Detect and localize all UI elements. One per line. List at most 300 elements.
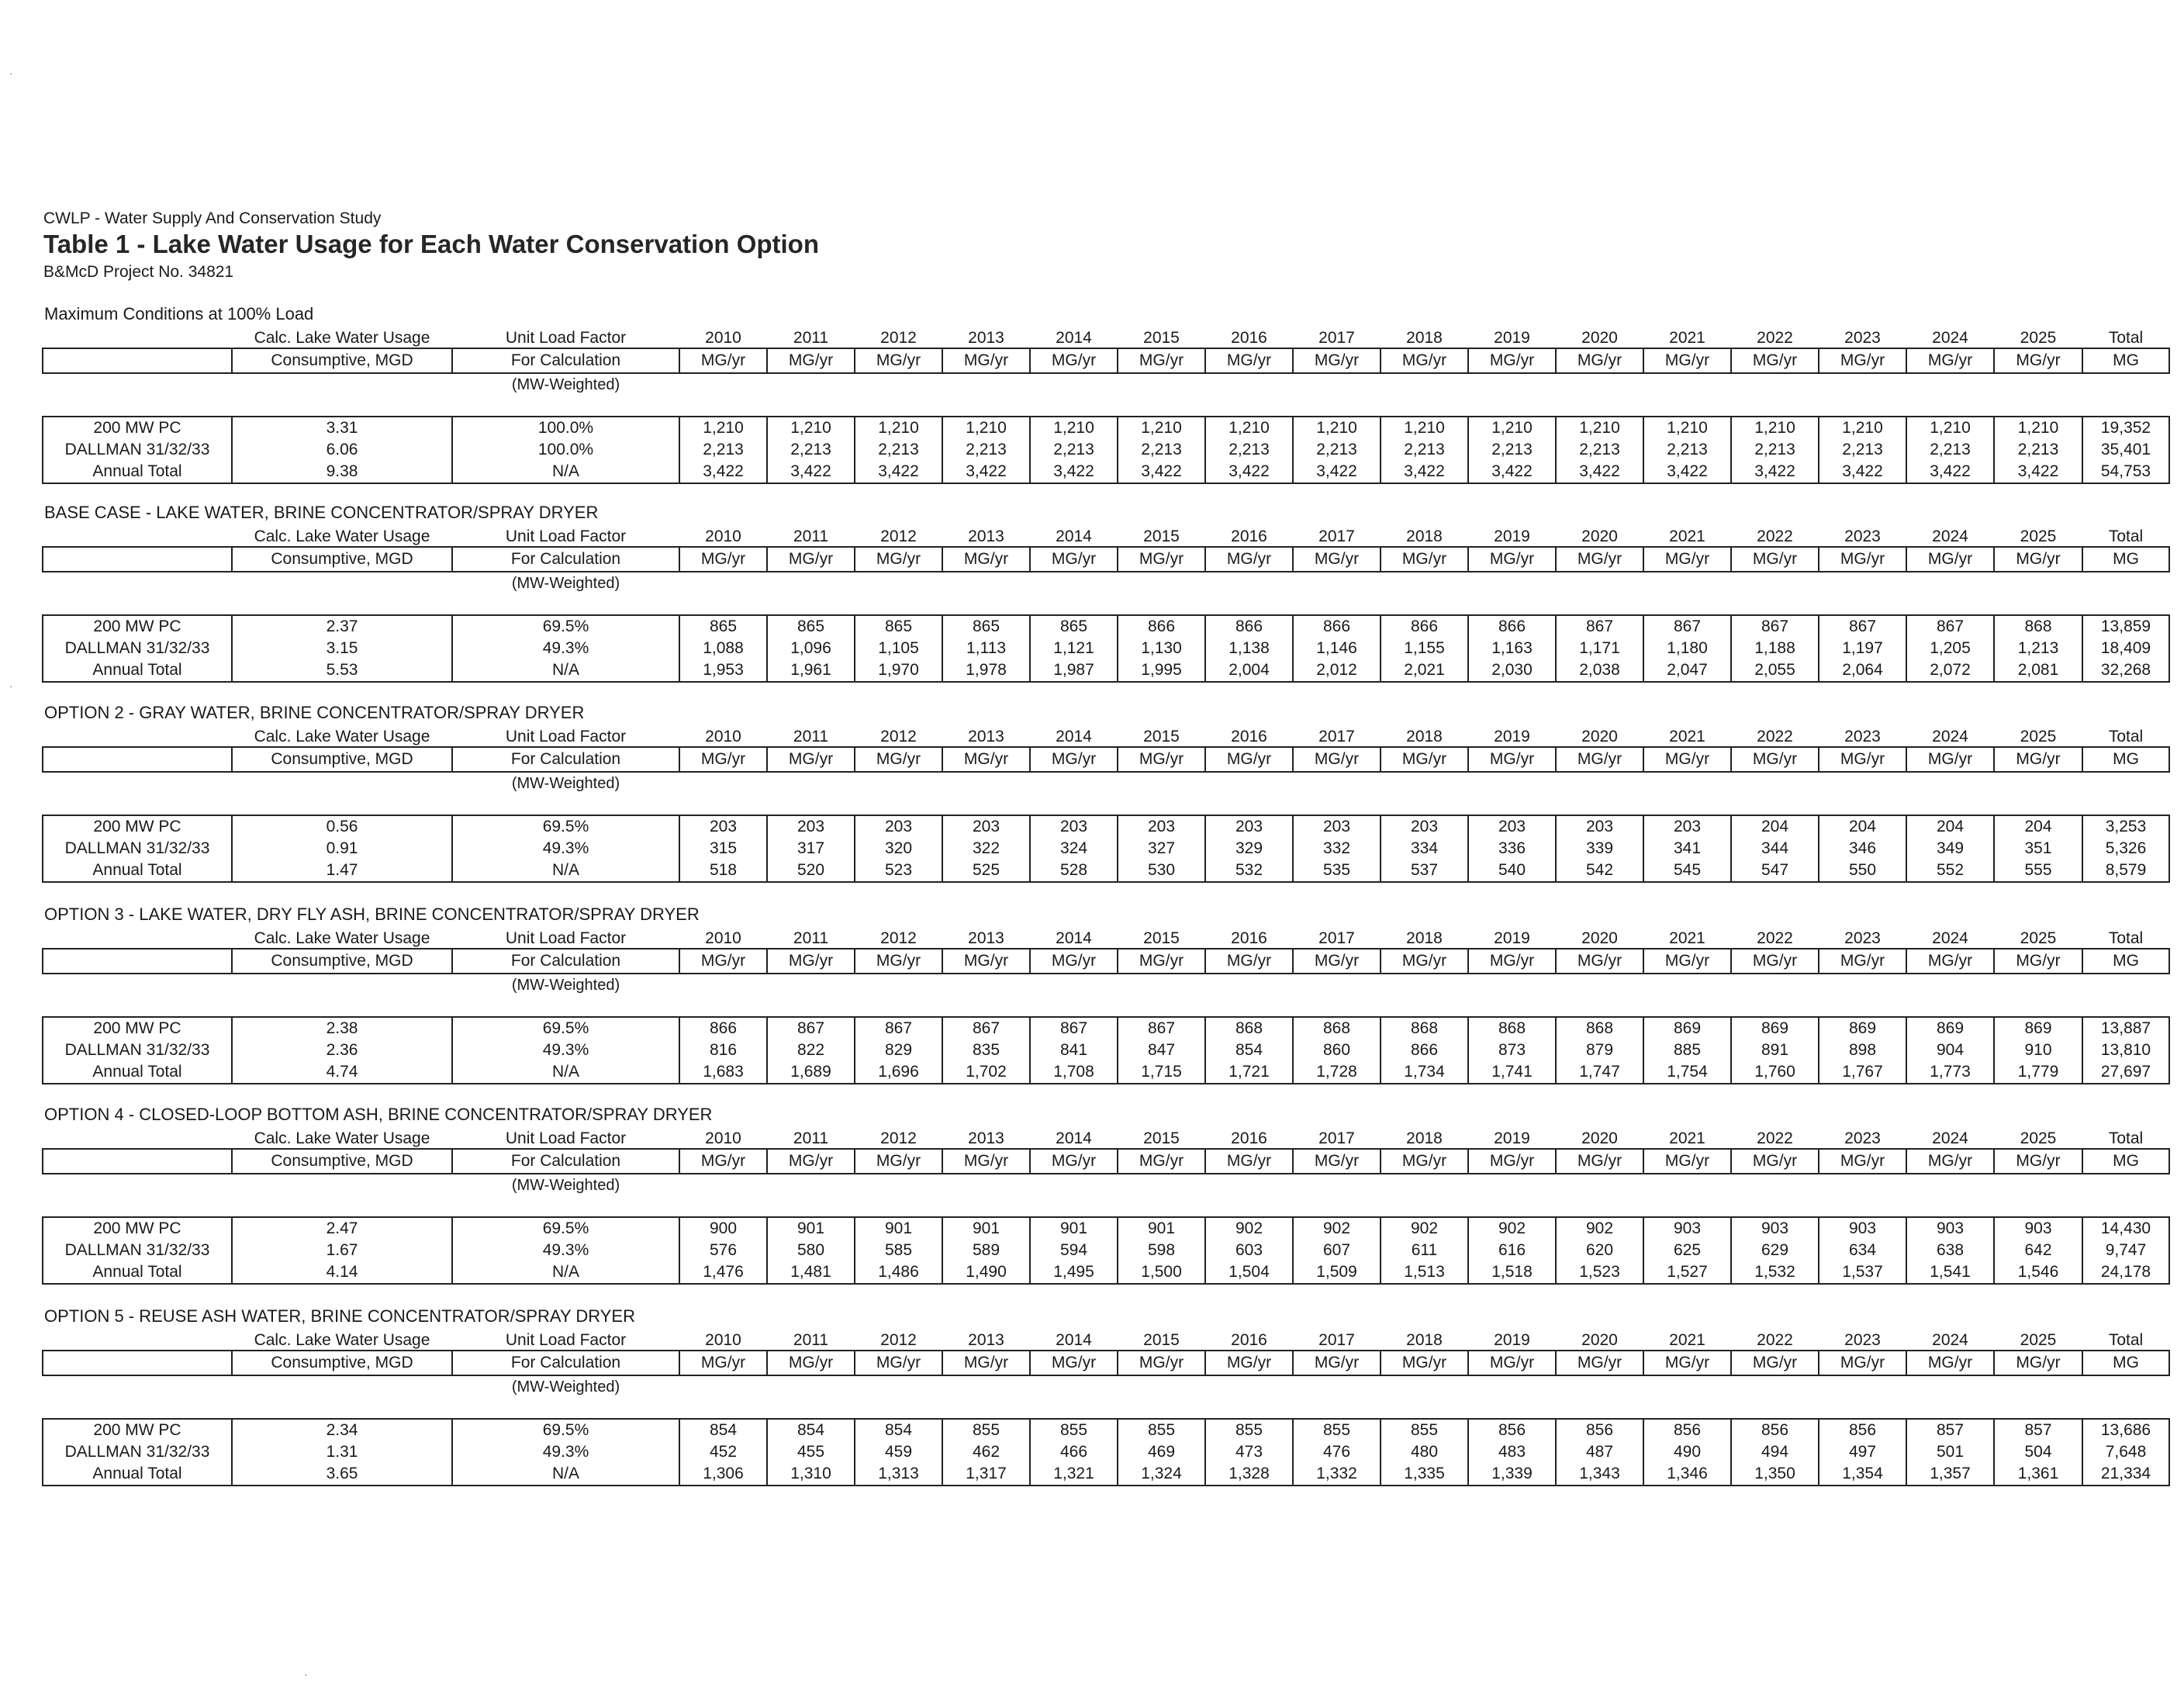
year-value-cell: 3,422	[1994, 461, 2082, 483]
header-blank	[43, 925, 232, 949]
year-unit-header: MG/yr	[1643, 547, 1731, 572]
total-cell: 24,178	[2082, 1261, 2169, 1284]
year-header: 2025	[2020, 1129, 2057, 1147]
year-header: 2012	[880, 329, 917, 347]
year-header: 2015	[1143, 728, 1180, 745]
year-value-cell: 552	[1906, 860, 1994, 882]
year-unit-header: MG/yr	[942, 547, 1030, 572]
year-unit-header: MG/yr	[1381, 949, 1468, 974]
year-value-cell: 3,422	[1731, 461, 1819, 483]
year-value-cell: 1,210	[1118, 417, 1205, 439]
total-header: Total	[2108, 329, 2144, 347]
year-value-cell: 866	[679, 1017, 767, 1039]
total-cell: 18,409	[2082, 638, 2169, 659]
year-value-cell: 625	[1643, 1240, 1731, 1261]
year-value-cell: 854	[1205, 1039, 1293, 1061]
table-section	[42, 703, 2179, 903]
year-unit-header: MG/yr	[1731, 1149, 1819, 1174]
year-value-cell: 1,210	[1906, 417, 1994, 439]
year-value-cell: 868	[1556, 1017, 1643, 1039]
year-value-cell: 3,422	[1205, 461, 1293, 483]
year-value-cell: 2,213	[1731, 439, 1819, 461]
header-blank	[232, 974, 452, 996]
year-value-cell: 320	[855, 838, 942, 860]
year-value-cell: 866	[1381, 1039, 1468, 1061]
year-header: 2024	[1932, 528, 1968, 545]
factor-cell: 49.3%	[452, 638, 679, 659]
header-blank	[43, 1351, 232, 1375]
usage-cell: 3.31	[232, 417, 452, 439]
header-blank	[679, 373, 2169, 396]
year-unit-header: MG/yr	[942, 747, 1030, 772]
year-value-cell: 1,357	[1906, 1463, 1994, 1486]
year-header: 2011	[793, 1129, 829, 1147]
year-value-cell: 576	[679, 1240, 767, 1261]
year-unit-header: MG/yr	[1381, 1351, 1468, 1375]
year-value-cell: 2,004	[1205, 659, 1293, 682]
year-value-cell: 856	[1468, 1419, 1556, 1441]
year-value-cell: 490	[1643, 1441, 1731, 1463]
year-header: 2020	[1581, 728, 1618, 745]
year-value-cell: 1,210	[1293, 417, 1381, 439]
year-value-cell: 867	[1906, 615, 1994, 638]
year-value-cell: 1,188	[1731, 638, 1819, 659]
year-value-cell: 867	[1731, 615, 1819, 638]
year-header: 2025	[2020, 929, 2057, 947]
year-value-cell: 868	[1205, 1017, 1293, 1039]
year-value-cell: 898	[1819, 1039, 1906, 1061]
year-unit-header: MG/yr	[1819, 949, 1906, 974]
year-value-cell: 476	[1293, 1441, 1381, 1463]
total-header: Total	[2108, 528, 2144, 545]
year-value-cell: 1,210	[855, 417, 942, 439]
year-value-cell: 900	[679, 1217, 767, 1240]
year-unit-header: MG/yr	[855, 547, 942, 572]
total-cell: 5,326	[2082, 838, 2169, 860]
total-cell: 13,810	[2082, 1039, 2169, 1061]
year-header: 2011	[793, 929, 829, 947]
year-value-cell: 535	[1293, 860, 1381, 882]
usage-cell: 4.74	[232, 1061, 452, 1084]
year-header: 2021	[1669, 929, 1705, 947]
year-value-cell: 487	[1556, 1441, 1643, 1463]
year-unit-header: MG/yr	[1293, 1149, 1381, 1174]
year-header: 2024	[1932, 1331, 1968, 1349]
year-unit-header: MG/yr	[1118, 1149, 1205, 1174]
year-value-cell: 1,978	[942, 659, 1030, 682]
year-header: 2020	[1581, 1129, 1618, 1147]
year-value-cell: 2,213	[1381, 439, 1468, 461]
year-value-cell: 2,030	[1468, 659, 1556, 682]
year-value-cell: 204	[1906, 815, 1994, 838]
year-value-cell: 868	[1994, 615, 2082, 638]
year-value-cell: 1,476	[679, 1261, 767, 1284]
table-row	[43, 838, 2169, 860]
year-value-cell: 867	[1643, 615, 1731, 638]
year-unit-header: MG/yr	[679, 1149, 767, 1174]
year-unit-header: MG/yr	[1205, 1149, 1293, 1174]
year-value-cell: 1,339	[1468, 1463, 1556, 1486]
year-value-cell: 2,038	[1556, 659, 1643, 682]
table-row	[43, 439, 2169, 461]
year-value-cell: 1,350	[1731, 1463, 1819, 1486]
total-cell: 54,753	[2082, 461, 2169, 483]
year-header: 2019	[1494, 929, 1530, 947]
header-blank	[232, 772, 452, 794]
total-cell: 21,334	[2082, 1463, 2169, 1486]
year-value-cell: 855	[1381, 1419, 1468, 1441]
total-unit-header: MG	[2082, 1149, 2169, 1174]
year-value-cell: 1,953	[679, 659, 767, 682]
year-unit-header: MG/yr	[1731, 547, 1819, 572]
data-table	[42, 1016, 2170, 1084]
total-cell: 13,887	[2082, 1017, 2169, 1039]
document-title: Table 1 - Lake Water Usage for Each Water Conservation Option	[43, 230, 819, 258]
year-value-cell: 867	[767, 1017, 855, 1039]
year-value-cell: 3,422	[1030, 461, 1118, 483]
data-table	[42, 614, 2170, 683]
year-value-cell: 518	[679, 860, 767, 882]
year-unit-header: MG/yr	[679, 348, 767, 373]
year-header: 2019	[1494, 329, 1530, 347]
row-label: DALLMAN 31/32/33	[43, 1441, 232, 1463]
year-header: 2015	[1143, 528, 1180, 545]
year-unit-header: MG/yr	[1118, 747, 1205, 772]
section-title: Maximum Conditions at 100% Load	[44, 304, 314, 323]
year-value-cell: 866	[1381, 615, 1468, 638]
year-value-cell: 856	[1556, 1419, 1643, 1441]
row-label: Annual Total	[43, 1261, 232, 1284]
usage-cell: 2.38	[232, 1017, 452, 1039]
year-value-cell: 903	[1994, 1217, 2082, 1240]
year-header: 2019	[1494, 528, 1530, 545]
year-header: 2012	[880, 528, 917, 545]
year-value-cell: 868	[1468, 1017, 1556, 1039]
year-value-cell: 855	[1293, 1419, 1381, 1441]
year-header: 2016	[1231, 1331, 1267, 1349]
year-value-cell: 204	[1994, 815, 2082, 838]
year-unit-header: MG/yr	[1205, 1351, 1293, 1375]
year-value-cell: 2,055	[1731, 659, 1819, 682]
year-value-cell: 317	[767, 838, 855, 860]
table-row	[43, 860, 2169, 882]
year-value-cell: 869	[1731, 1017, 1819, 1039]
factor-weight-note: (MW-Weighted)	[511, 774, 620, 792]
year-value-cell: 351	[1994, 838, 2082, 860]
year-value-cell: 1,532	[1731, 1261, 1819, 1284]
year-value-cell: 1,760	[1731, 1061, 1819, 1084]
year-unit-header: MG/yr	[1731, 1351, 1819, 1375]
year-value-cell: 204	[1819, 815, 1906, 838]
total-unit-header: MG	[2082, 747, 2169, 772]
factor-weight-note: (MW-Weighted)	[511, 574, 620, 592]
year-header: 2013	[968, 929, 1004, 947]
factor-header: Unit Load Factor	[505, 329, 627, 347]
header-blank	[232, 373, 452, 396]
year-header: 2022	[1757, 1331, 1793, 1349]
year-header: 2022	[1757, 728, 1793, 745]
year-value-cell: 2,064	[1819, 659, 1906, 682]
table-row	[43, 1061, 2169, 1084]
year-value-cell: 329	[1205, 838, 1293, 860]
year-header: 2018	[1406, 929, 1443, 947]
row-label: 200 MW PC	[43, 815, 232, 838]
factor-cell: N/A	[452, 1463, 679, 1486]
table-row	[43, 1240, 2169, 1261]
year-header: 2019	[1494, 728, 1530, 745]
year-value-cell: 642	[1994, 1240, 2082, 1261]
year-header: 2016	[1231, 1129, 1267, 1147]
year-header: 2011	[793, 728, 829, 745]
year-value-cell: 901	[767, 1217, 855, 1240]
year-unit-header: MG/yr	[1556, 949, 1643, 974]
year-unit-header: MG/yr	[1643, 1149, 1731, 1174]
factor-cell: 69.5%	[452, 1217, 679, 1240]
year-value-cell: 603	[1205, 1240, 1293, 1261]
year-value-cell: 2,213	[855, 439, 942, 461]
year-value-cell: 334	[1381, 838, 1468, 860]
year-header: 2024	[1932, 929, 1968, 947]
column-header-table	[42, 1125, 2170, 1196]
year-header: 2017	[1318, 1331, 1355, 1349]
factor-cell: N/A	[452, 659, 679, 682]
year-header: 2010	[705, 1331, 741, 1349]
year-unit-header: MG/yr	[1556, 747, 1643, 772]
year-header: 2014	[1056, 528, 1092, 545]
year-value-cell: 1,210	[1556, 417, 1643, 439]
year-value-cell: 902	[1556, 1217, 1643, 1240]
factor-cell: 69.5%	[452, 615, 679, 638]
year-unit-header: MG/yr	[1731, 747, 1819, 772]
year-value-cell: 1,354	[1819, 1463, 1906, 1486]
year-value-cell: 203	[679, 815, 767, 838]
factor-cell: 100.0%	[452, 417, 679, 439]
year-value-cell: 1,324	[1118, 1463, 1205, 1486]
year-header: 2011	[793, 1331, 829, 1349]
year-value-cell: 520	[767, 860, 855, 882]
usage-cell: 1.67	[232, 1240, 452, 1261]
year-value-cell: 3,422	[1643, 461, 1731, 483]
year-header: 2014	[1056, 1129, 1092, 1147]
year-value-cell: 3,422	[1819, 461, 1906, 483]
year-value-cell: 1,113	[942, 638, 1030, 659]
year-value-cell: 1,490	[942, 1261, 1030, 1284]
factor-cell: 49.3%	[452, 1039, 679, 1061]
year-header: 2017	[1318, 1129, 1355, 1147]
usage-cell: 5.53	[232, 659, 452, 682]
year-value-cell: 537	[1381, 860, 1468, 882]
year-header: 2014	[1056, 929, 1092, 947]
year-value-cell: 530	[1118, 860, 1205, 882]
year-value-cell: 902	[1468, 1217, 1556, 1240]
year-value-cell: 869	[1643, 1017, 1731, 1039]
factor-header: Unit Load Factor	[505, 1129, 627, 1147]
year-value-cell: 1,197	[1819, 638, 1906, 659]
header-blank	[43, 723, 232, 747]
year-value-cell: 203	[1118, 815, 1205, 838]
year-value-cell: 203	[942, 815, 1030, 838]
year-header: 2014	[1056, 728, 1092, 745]
total-cell: 13,686	[2082, 1419, 2169, 1441]
year-header: 2020	[1581, 929, 1618, 947]
row-label: DALLMAN 31/32/33	[43, 1039, 232, 1061]
year-value-cell: 1,779	[1994, 1061, 2082, 1084]
year-unit-header: MG/yr	[679, 1351, 767, 1375]
year-unit-header: MG/yr	[1293, 547, 1381, 572]
data-table	[42, 1418, 2170, 1486]
year-value-cell: 1,171	[1556, 638, 1643, 659]
year-header: 2025	[2020, 1331, 2057, 1349]
year-header: 2023	[1844, 1129, 1881, 1147]
header-blank	[43, 572, 232, 594]
year-value-cell: 1,546	[1994, 1261, 2082, 1284]
year-value-cell: 835	[942, 1039, 1030, 1061]
year-header: 2022	[1757, 329, 1793, 347]
row-label: DALLMAN 31/32/33	[43, 1240, 232, 1261]
year-unit-header: MG/yr	[942, 1149, 1030, 1174]
column-header-table	[42, 723, 2170, 794]
year-value-cell: 2,012	[1293, 659, 1381, 682]
year-value-cell: 2,213	[1994, 439, 2082, 461]
year-value-cell: 868	[1381, 1017, 1468, 1039]
year-header: 2016	[1231, 728, 1267, 745]
factor-cell: 49.3%	[452, 838, 679, 860]
year-value-cell: 455	[767, 1441, 855, 1463]
year-value-cell: 873	[1468, 1039, 1556, 1061]
year-header: 2019	[1494, 1331, 1530, 1349]
year-value-cell: 867	[1556, 615, 1643, 638]
year-value-cell: 2,213	[1643, 439, 1731, 461]
usage-unit-header: Consumptive, MGD	[232, 949, 452, 974]
year-value-cell: 523	[855, 860, 942, 882]
year-value-cell: 3,422	[1118, 461, 1205, 483]
year-value-cell: 1,210	[679, 417, 767, 439]
usage-header: Calc. Lake Water Usage	[254, 728, 430, 745]
row-label: 200 MW PC	[43, 1017, 232, 1039]
total-unit-header: MG	[2082, 1351, 2169, 1375]
year-header: 2018	[1406, 329, 1443, 347]
year-value-cell: 1,361	[1994, 1463, 2082, 1486]
year-unit-header: MG/yr	[855, 747, 942, 772]
year-value-cell: 2,081	[1994, 659, 2082, 682]
year-value-cell: 829	[855, 1039, 942, 1061]
year-value-cell: 501	[1906, 1441, 1994, 1463]
usage-unit-header: Consumptive, MGD	[232, 747, 452, 772]
table-row	[43, 1217, 2169, 1240]
year-value-cell: 2,213	[679, 439, 767, 461]
factor-subheader: For Calculation	[452, 949, 679, 974]
year-value-cell: 634	[1819, 1240, 1906, 1261]
year-value-cell: 1,343	[1556, 1463, 1643, 1486]
year-unit-header: MG/yr	[679, 547, 767, 572]
year-value-cell: 902	[1293, 1217, 1381, 1240]
table-row	[43, 1463, 2169, 1486]
year-header: 2022	[1757, 1129, 1793, 1147]
year-value-cell: 816	[679, 1039, 767, 1061]
year-header: 2024	[1932, 1129, 1968, 1147]
header-blank	[43, 324, 232, 348]
header-blank	[232, 1174, 452, 1196]
year-value-cell: 3,422	[855, 461, 942, 483]
header-blank	[43, 974, 232, 996]
year-value-cell: 1,205	[1906, 638, 1994, 659]
year-value-cell: 1,321	[1030, 1463, 1118, 1486]
year-value-cell: 1,708	[1030, 1061, 1118, 1084]
year-value-cell: 855	[1030, 1419, 1118, 1441]
year-header: 2015	[1143, 329, 1180, 347]
year-value-cell: 585	[855, 1240, 942, 1261]
year-value-cell: 901	[1118, 1217, 1205, 1240]
year-value-cell: 1,537	[1819, 1261, 1906, 1284]
row-label: Annual Total	[43, 659, 232, 682]
header-blank	[43, 1375, 232, 1398]
year-value-cell: 1,518	[1468, 1261, 1556, 1284]
section-title: BASE CASE - LAKE WATER, BRINE CONCENTRATOR/SPRAY DRYER	[44, 503, 599, 522]
header-blank	[43, 373, 232, 396]
year-value-cell: 1,734	[1381, 1061, 1468, 1084]
year-value-cell: 542	[1556, 860, 1643, 882]
factor-cell: 49.3%	[452, 1441, 679, 1463]
year-value-cell: 847	[1118, 1039, 1205, 1061]
year-value-cell: 1,310	[767, 1463, 855, 1486]
year-value-cell: 1,728	[1293, 1061, 1381, 1084]
total-cell: 32,268	[2082, 659, 2169, 682]
year-value-cell: 1,121	[1030, 638, 1118, 659]
year-value-cell: 483	[1468, 1441, 1556, 1463]
usage-header: Calc. Lake Water Usage	[254, 1331, 430, 1349]
factor-cell: N/A	[452, 860, 679, 882]
total-cell: 9,747	[2082, 1240, 2169, 1261]
year-value-cell: 2,213	[1556, 439, 1643, 461]
year-unit-header: MG/yr	[1205, 747, 1293, 772]
year-value-cell: 555	[1994, 860, 2082, 882]
year-unit-header: MG/yr	[1205, 547, 1293, 572]
year-unit-header: MG/yr	[1643, 348, 1731, 373]
usage-cell: 4.14	[232, 1261, 452, 1284]
year-unit-header: MG/yr	[1906, 547, 1994, 572]
year-header: 2013	[968, 728, 1004, 745]
year-value-cell: 3,422	[1381, 461, 1468, 483]
row-label: 200 MW PC	[43, 1419, 232, 1441]
total-header: Total	[2108, 1129, 2144, 1147]
year-value-cell: 1,146	[1293, 638, 1381, 659]
year-value-cell: 903	[1906, 1217, 1994, 1240]
total-cell: 7,648	[2082, 1441, 2169, 1463]
year-unit-header: MG/yr	[767, 1351, 855, 1375]
factor-cell: N/A	[452, 1061, 679, 1084]
year-header: 2015	[1143, 1331, 1180, 1349]
year-header: 2013	[968, 329, 1004, 347]
year-header: 2025	[2020, 528, 2057, 545]
row-label: Annual Total	[43, 1463, 232, 1486]
year-value-cell: 867	[1118, 1017, 1205, 1039]
year-value-cell: 3,422	[942, 461, 1030, 483]
header-blank	[43, 1174, 232, 1196]
usage-header: Calc. Lake Water Usage	[254, 528, 430, 545]
year-value-cell: 1,773	[1906, 1061, 1994, 1084]
project-number: B&McD Project No. 34821	[43, 263, 234, 281]
year-unit-header: MG/yr	[767, 348, 855, 373]
header-blank	[43, 949, 232, 974]
year-header: 2017	[1318, 528, 1355, 545]
header-blank	[679, 572, 2169, 594]
year-value-cell: 462	[942, 1441, 1030, 1463]
year-value-cell: 1,970	[855, 659, 942, 682]
total-cell: 8,579	[2082, 860, 2169, 882]
year-value-cell: 1,747	[1556, 1061, 1643, 1084]
row-label: 200 MW PC	[43, 615, 232, 638]
row-label: DALLMAN 31/32/33	[43, 838, 232, 860]
